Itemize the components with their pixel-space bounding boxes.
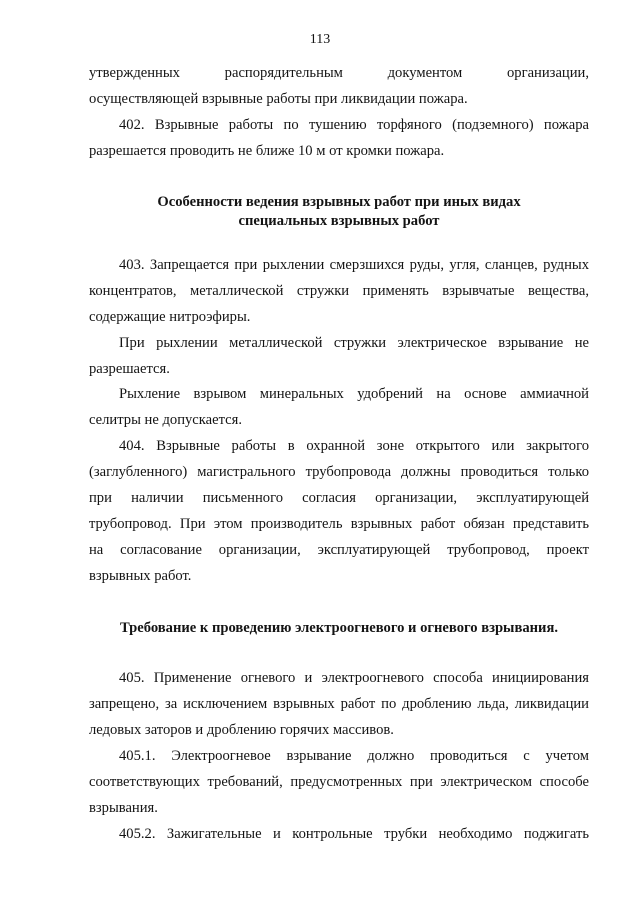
text-line: Рыхление взрывом минеральных удобрений на основе аммиачной bbox=[119, 386, 589, 402]
text-line: 404. Взрывные работы в охранной зоне открытого или закрытого bbox=[119, 438, 589, 454]
text-line: на согласование организации, эксплуатирующей трубопровод, проект bbox=[89, 542, 589, 558]
section-heading: специальных взрывных работ bbox=[238, 213, 440, 229]
text-line: концентратов, металлической стружки применять взрывчатые вещества, bbox=[89, 283, 589, 299]
text-line: взрывных работ. bbox=[89, 568, 192, 584]
text-line: селитры не допускается. bbox=[89, 412, 242, 428]
text-line: трубопровод. При этом производитель взрывных работ обязан представить bbox=[89, 516, 589, 532]
text-line: соответствующих требований, предусмотренных при электрическом способе bbox=[89, 774, 589, 790]
text-line: ледовых заторов и дроблению горячих массивов. bbox=[89, 722, 394, 738]
text-line: при наличии письменного согласия организации, эксплуатирующей bbox=[89, 490, 589, 506]
text-line: При рыхлении металлической стружки электрическое взрывание не bbox=[119, 335, 589, 351]
text-line: запрещено, за исключением взрывных работ по дроблению льда, ликвидации bbox=[89, 696, 589, 712]
text-line: взрывания. bbox=[89, 800, 158, 816]
text-line: утвержденных распорядительным документом организации, bbox=[89, 65, 589, 81]
text-line: 402. Взрывные работы по тушению торфяного (подземного) пожара bbox=[119, 117, 589, 133]
text-line: 405.2. Зажигательные и контрольные трубки необходимо поджигать bbox=[119, 826, 589, 842]
section-heading: Особенности ведения взрывных работ при иных видах bbox=[157, 194, 521, 210]
text-line: разрешается. bbox=[89, 361, 170, 377]
text-line: 403. Запрещается при рыхлении смерзшихся руды, угля, сланцев, рудных bbox=[119, 257, 589, 273]
text-line: осуществляющей взрывные работы при ликвидации пожара. bbox=[89, 91, 468, 107]
text-line: 405. Применение огневого и электроогневого способа инициирования bbox=[119, 670, 589, 686]
text-line: разрешается проводить не ближе 10 м от кромки пожара. bbox=[89, 143, 445, 159]
page-number: 113 bbox=[309, 32, 331, 47]
section-heading: Требование к проведению электроогневого и огневого взрывания. bbox=[119, 620, 558, 636]
text-line: 405.1. Электроогневое взрывание должно проводиться с учетом bbox=[119, 748, 589, 764]
text-line: (заглубленного) магистрального трубопровода должны проводиться только bbox=[89, 464, 589, 480]
text-line: содержащие нитроэфиры. bbox=[89, 309, 251, 325]
